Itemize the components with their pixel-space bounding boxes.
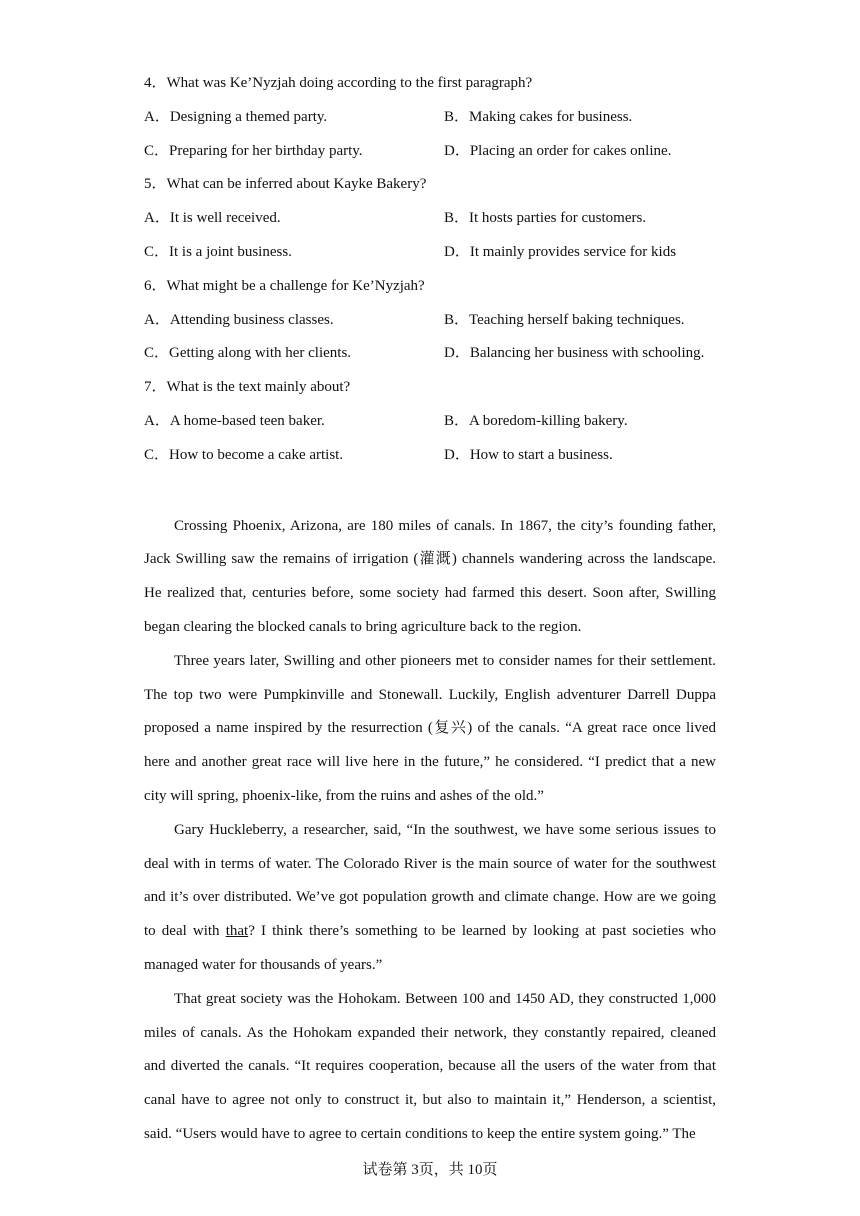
passage-paragraph-4: That great society was the Hohokam. Between 100 and 1450 AD, they constructed 1,000 miles of canals. As the Hohokam expanded their network, they constantly repaired, cleaned and diverted the canals. “It requires cooperation, because all the users of the water from that canal have to agree not only to construct it, but also to maintain it,” Henderson, a scientist, said. “Users would have to agree to certain conditions to keep the entire system going.” The xyxy=(144,990,716,1142)
option-6c[interactable]: C．Getting along with her clients. xyxy=(144,345,352,362)
options-row xyxy=(144,104,716,138)
underlined-word: that xyxy=(225,923,249,940)
options-row xyxy=(144,307,716,341)
page-footer: 试卷第 3页，共 10页 xyxy=(362,1162,498,1178)
option-6b[interactable]: B．Teaching herself baking techniques. xyxy=(444,311,685,328)
option-5b[interactable]: B．It hosts parties for customers. xyxy=(444,210,647,227)
paragraph-3-text-before: Gary Huckleberry, a researcher, said, “In the southwest, we have some serious issues to deal with in terms of water. The Colorado River is the main source of water for the southwest and it’s over distributed. We’ve got population growth and climate change. How are we going to deal with xyxy=(144,821,716,940)
option-6a[interactable]: A．Attending business classes. xyxy=(144,311,334,328)
paragraph-3-text-after: ? I think there’s something to be learned by looking at past societies who managed water for thousands of years.” xyxy=(144,923,716,973)
option-4d[interactable]: D．Placing an order for cakes online. xyxy=(444,142,672,159)
option-7a[interactable]: A．A home-based teen baker. xyxy=(144,412,325,429)
reading-passage xyxy=(144,510,716,1152)
options-row xyxy=(144,442,716,476)
option-7d[interactable]: D．How to start a business. xyxy=(444,446,613,463)
question-stem-7: 7．What is the text mainly about? xyxy=(144,379,351,396)
option-5d[interactable]: D．It mainly provides service for kids xyxy=(444,243,677,260)
passage-paragraph-2: Three years later, Swilling and other pioneers met to consider names for their settlement. The top two were Pumpkinville and Stonewall. Luckily, English adventurer Darrell Duppa proposed a name inspired by the resurrection (复兴) of the canals. “A great race once lived here and another great race will live here in the future,” he considered. “I predict that a new city will spring, phoenix-like, from the ruins and ashes of the old.” xyxy=(144,652,716,804)
options-row xyxy=(144,340,716,374)
question-stem-6: 6．What might be a challenge for Ke’Nyzjah? xyxy=(144,277,425,294)
option-5c[interactable]: C．It is a joint business. xyxy=(144,243,292,260)
exam-page xyxy=(144,70,716,1152)
option-7b[interactable]: B．A boredom-killing bakery. xyxy=(444,412,628,429)
option-4c[interactable]: C．Preparing for her birthday party. xyxy=(144,142,363,159)
question-stem-4: 4．What was Ke’Nyzjah doing according to the first paragraph? xyxy=(144,75,533,91)
option-5a[interactable]: A．It is well received. xyxy=(144,210,281,227)
options-row xyxy=(144,408,716,442)
option-4a[interactable]: A．Designing a themed party. xyxy=(144,108,328,125)
option-7c[interactable]: C．How to become a cake artist. xyxy=(144,446,344,463)
question-stem-5: 5．What can be inferred about Kayke Bakery? xyxy=(144,176,427,193)
options-row xyxy=(144,205,716,239)
options-row xyxy=(144,239,716,273)
option-6d[interactable]: D．Balancing her business with schooling. xyxy=(444,345,705,362)
option-4b[interactable]: B．Making cakes for business. xyxy=(444,108,633,125)
passage-paragraph-1: Crossing Phoenix, Arizona, are 180 miles of canals. In 1867, the city’s founding father, Jack Swilling saw the remains of irrigation (灌溉) channels wandering across the landscape. He realized that, centuries before, some society had farmed this desert. Soon after, Swilling began clearing the blocked canals to bring agriculture back to the region. xyxy=(144,517,716,635)
passage-paragraph-3 xyxy=(144,814,716,983)
options-row xyxy=(144,138,716,172)
